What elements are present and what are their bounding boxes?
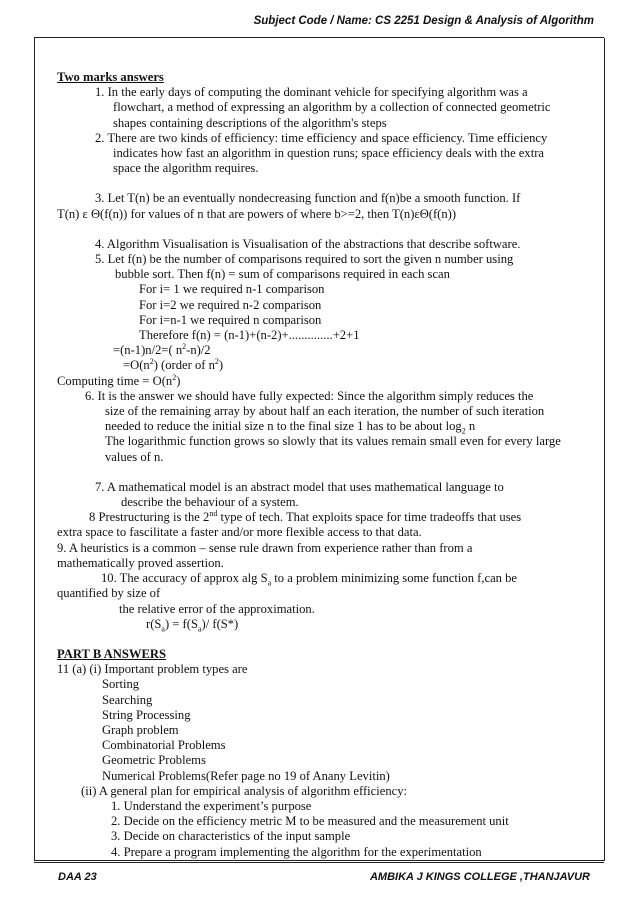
- answer-line: =(n-1)n/2=( $n^2-n)/2$: [113, 342, 211, 358]
- footer-rule: [34, 862, 604, 863]
- answer-line: space the algorithm requires.: [113, 161, 259, 176]
- answer-line: flowchart, a method of expressing an algorithm by a collection of connected geometric: [113, 100, 551, 115]
- page-content: [57, 70, 605, 860]
- footer-college: AMBIKA J KINGS COLLEGE ,THANJAVUR: [369, 871, 590, 883]
- answer-line: For i=n-1 we required n comparison: [139, 312, 322, 327]
- answer-line: 11 (a) (i) Important problem types are: [57, 662, 248, 677]
- answer-line: (ii) A general plan for empirical analysis of algorithm efficiency:: [81, 783, 408, 798]
- answer-line: T(n) ε Θ(f(n)) for values of n that are powers of where b>=2, then T(n)εΘ(f(n)): [57, 206, 457, 221]
- section-a-heading: Two marks answers: [57, 70, 164, 84]
- answer-line: 1. In the early days of computing the dominant vehicle for specifying algorithm was a: [95, 85, 528, 100]
- list-item: Sorting: [102, 677, 140, 692]
- answer-line: needed to reduce the initial size n to the final size 1 has to be about $\log_2 n$: [105, 419, 476, 436]
- list-item: 4. Prepare a program implementing the algorithm for the experimentation: [111, 844, 482, 859]
- list-item: Searching: [102, 692, 153, 707]
- answer-line: describe the behaviour of a system.: [121, 495, 299, 510]
- answer-line: $r(S_a) = f(S_a)/$ f(S*): [146, 616, 239, 634]
- answer-line: values of n.: [105, 449, 164, 464]
- answer-line: The logarithmic function grows so slowly that its values remain small even for every large: [105, 434, 561, 449]
- footer-page-label: DAA 23: [58, 871, 97, 883]
- list-item: Geometric Problems: [102, 753, 206, 768]
- answer-line: the relative error of the approximation.: [119, 601, 315, 616]
- list-item: Numerical Problems(Refer page no 19 of Anany Levitin): [102, 768, 390, 783]
- answer-line: mathematically proved assertion.: [57, 555, 224, 570]
- list-item: 3. Decide on characteristics of the input sample: [111, 829, 351, 844]
- answer-line: quantified by size of: [57, 586, 161, 601]
- page-header: Subject Code / Name: CS 2251 Design & Analysis of Algorithm: [253, 15, 594, 27]
- answer-line: 5. Let f(n) be the number of comparisons required to sort the given n number using: [95, 252, 514, 267]
- answer-line: 3. Let T(n) be an eventually nondecreasing function and f(n)be a smooth function. If: [95, 191, 521, 206]
- answer-line: 6. It is the answer we should have fully expected: Since the algorithm simply reduces the: [85, 388, 534, 403]
- answer-line: 10. The accuracy of approx alg $S_a$ to a problem minimizing some function f,can be: [101, 571, 518, 588]
- answer-line: $=O(n^2)$ (order of $n^2$): [123, 357, 224, 373]
- answer-line: 9. A heuristics is a common – sense rule drawn from experience rather than from a: [57, 540, 473, 555]
- answer-line: 8 Prestructuring is the 2nd type of tech. That exploits space for time tradeoffs that uses: [89, 509, 522, 525]
- answer-line: Computing time = $O(n^2)$: [57, 372, 181, 388]
- answer-line: For i= 1 we required n-1 comparison: [139, 282, 325, 297]
- list-item: 1. Understand the experiment’s purpose: [111, 798, 312, 813]
- list-item: Combinatorial Problems: [102, 738, 226, 753]
- answer-line: indicates how fast an algorithm in question runs; space efficiency deals with the extra: [113, 146, 544, 161]
- answer-line: Therefore f(n) = (n-1)+(n-2)+..............+2+1: [139, 328, 360, 343]
- answer-line: For i=2 we required n-2 comparison: [139, 297, 322, 312]
- answer-line: 4. Algorithm Visualisation is Visualisation of the abstractions that describe software.: [95, 236, 521, 251]
- list-item: String Processing: [102, 707, 191, 722]
- answer-line: 2. There are two kinds of efficiency: time efficiency and space efficiency. Time efficiency: [95, 130, 548, 145]
- answer-line: bubble sort. Then f(n) = sum of comparisons required in each scan: [115, 267, 450, 282]
- answer-line: extra space to fascilitate a faster and/or more flexible access to that data.: [57, 525, 422, 540]
- answer-line: 7. A mathematical model is an abstract model that uses mathematical language to: [95, 479, 504, 494]
- answer-line: size of the remaining array by about half an each iteration, the number of such iteration: [105, 404, 545, 419]
- list-item: 2. Decide on the efficiency metric M to be measured and the measurement unit: [111, 814, 509, 829]
- answer-line: shapes containing descriptions of the algorithm's steps: [113, 115, 387, 130]
- section-b-heading: PART B ANSWERS: [57, 646, 166, 661]
- list-item: Graph problem: [102, 722, 179, 737]
